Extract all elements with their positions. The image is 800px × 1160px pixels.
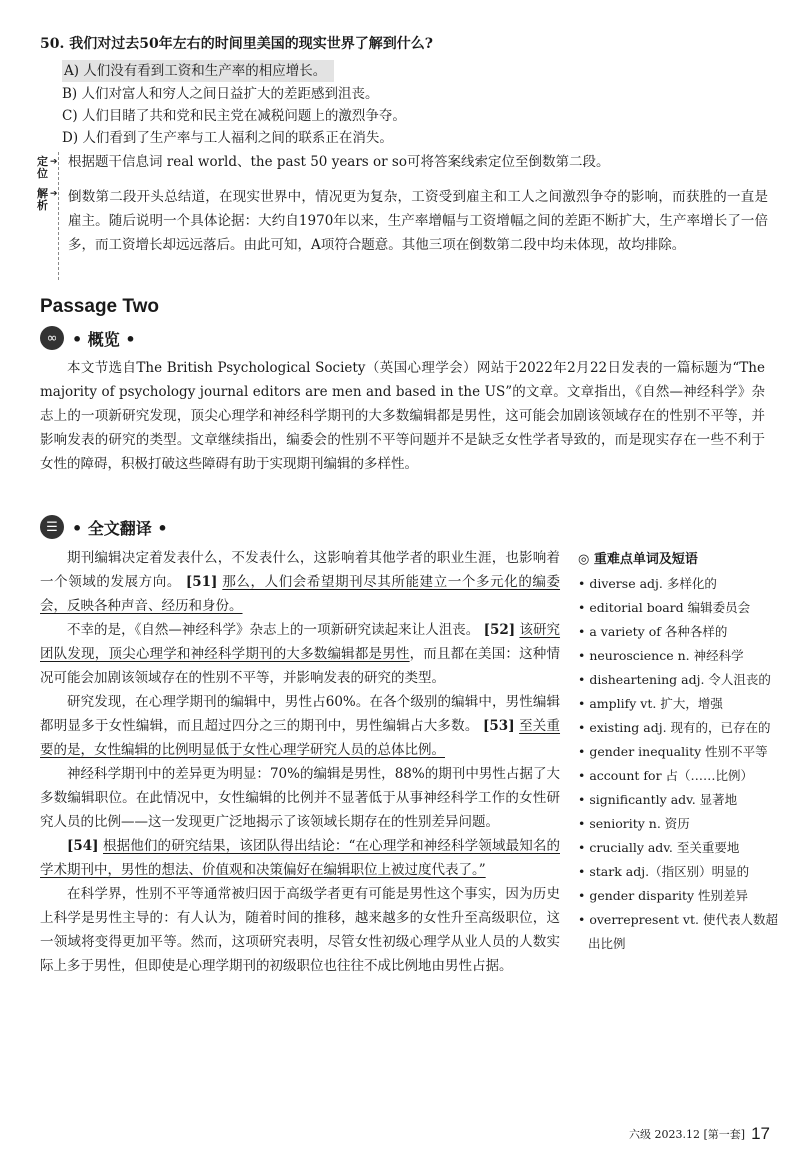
option-c: C) 人们目睹了共和党和民主党在减税问题上的激烈争夺。 (62, 108, 406, 124)
vocab-item: • significantly adv. 显著地 (578, 792, 738, 807)
page-footer (600, 1124, 770, 1144)
paragraph-4: 神经科学期刊中的差异更为明显：70%的编辑是男性，88%的期刊中男性占据了大多数编辑职位。在此情况中，女性编辑的比例并不显著低于从事神经科学工作的女性研究人员的比例——这一发现更广泛地揭示了该领域长期存在的性别差异问题。 (40, 766, 560, 830)
arrow-icon: ➔ (50, 157, 58, 167)
locate-tag: 定位 (37, 155, 48, 180)
analysis-text: 倒数第二段开头总结道，在现实世界中，情况更为复杂，工资受到雇主和工人之间激烈争夺的影响，而获胜的一直是雇主。随后说明一个具体论据：大约自1970年以来，生产率增幅与工资增幅之间的差距不断扩大，生产率增长了一倍多，而工资增长却远远落后。由此可知，A项符合题意。其他三项在倒数第二段中均未体现，故均排除。 (68, 189, 768, 253)
paragraph-5: [54] 根据他们的研究结果，该团队得出结论：“在心理学和神经科学领域最知名的学术期刊中，男性的想法、价值观和决策偏好在编辑职位上被过度代表了。” (40, 838, 560, 878)
overview-text: 本文节选自The British Psychological Society（英国心理学会）网站于2022年2月22日发表的一篇标题为“The majority of psychology journal editors are men and based in the US”的文章。文章指出，《自然—神经科学》杂志上的一项新研究发现，顶尖心理学和神经科学期刊的大多数编辑都是男性，这可能会加剧该领域存在的性别不平等，并影响发表的研究的类型。文章继续指出，编委会的性别不平等问题并不是缺乏女性学者导致的，而是现实存在一些不利于女性的障碍，积极打破这些障碍有助于实现期刊编辑的多样性。 (40, 360, 765, 472)
document-icon: ☰ (40, 515, 64, 539)
page-number: 17 (751, 1124, 770, 1143)
passage-title: Passage Two (40, 296, 159, 317)
dashed-rule (58, 152, 59, 280)
vocab-item: • disheartening adj. 令人沮丧的 (578, 672, 771, 687)
arrow-icon: ➔ (50, 189, 58, 199)
vocab-item: • gender disparity 性别差异 (578, 888, 749, 903)
vocab-item: • existing adj. 现有的，已存在的 (578, 720, 771, 735)
option-a: A) 人们没有看到工资和生产率的相应增长。 (62, 60, 334, 82)
vocab-item: • editorial board 编辑委员会 (578, 600, 751, 615)
translation-body (40, 546, 560, 978)
locate-text: 根据题干信息词 real world、the past 50 years or so可将答案线索定位至倒数第二段。 (68, 154, 610, 170)
vocab-list (578, 572, 783, 956)
overview-label: • 概览 • (72, 329, 136, 349)
paragraph-2: 不幸的是，《自然—神经科学》杂志上的一项新研究读起来让人沮丧。 [52] 该研究团队发现，顶尖心理学和神经科学期刊的大多数编辑都是男性，而且都在美国：这种情况可能会加剧该领域存在的性别不平等，并影响发表的研究的类型。 (40, 622, 561, 686)
vocab-item: • a variety of 各种各样的 (578, 624, 728, 639)
vocab-item: • account for 占（……比例） (578, 768, 754, 783)
vocab-title: ◎ 重难点单词及短语 (578, 552, 698, 567)
option-b: B) 人们对富人和穷人之间日益扩大的差距感到沮丧。 (62, 86, 379, 102)
vocab-item: • seniority n. 资历 (578, 816, 690, 831)
translation-header (40, 515, 168, 539)
option-d: D) 人们看到了生产率与工人福利之间的联系正在消失。 (62, 130, 393, 146)
overview-header (40, 326, 136, 350)
vocab-item: • crucially adv. 至关重要地 (578, 840, 740, 855)
question-number: 50. (40, 36, 65, 52)
question-title (40, 34, 760, 54)
paragraph-3: 研究发现，在心理学期刊的编辑中，男性占60%。在各个级别的编辑中，男性编辑都明显多于女性编辑，而且超过四分之三的期刊中，男性编辑占大多数。 [53] 至关重要的是，女性编辑的比例明显低于女性心理学研究人员的总体比例。 (40, 694, 561, 758)
vocab-item: • amplify vt. 扩大，增强 (578, 696, 723, 711)
vocab-item: • neuroscience n. 神经科学 (578, 648, 744, 663)
paragraph-1: 期刊编辑决定着发表什么，不发表什么，这影响着其他学者的职业生涯，也影响着一个领域的发展方向。 [51] 那么，人们会希望期刊尽其所能建立一个多元化的编委会，反映各种声音、经历和身份。 (40, 550, 561, 614)
glasses-icon: ∞ (40, 326, 64, 350)
translation-label: • 全文翻译 • (72, 518, 168, 538)
question-text: 我们对过去50年左右的时间里美国的现实世界了解到什么? (69, 36, 433, 52)
footer-label: 六级 2023.12 [第一套] (629, 1128, 746, 1141)
paragraph-6: 在科学界，性别不平等通常被归因于高级学者更有可能是男性这个事实，因为历史上科学是男性主导的：有人认为，随着时间的推移，越来越多的女性升至高级职位，这一领域将变得更加平等。然而，这项研究表明，尽管女性初级心理学从业人员的人数实际上多于男性，但即使是心理学期刊的初级职位也往往不成比例地由男性占据。 (40, 886, 560, 974)
vocab-item: • diverse adj. 多样化的 (578, 576, 717, 591)
analysis-tag: 解析 (37, 187, 48, 212)
vocab-item: • stark adj.（指区别）明显的 (578, 864, 750, 879)
vocab-item: • gender inequality 性别不平等 (578, 744, 768, 759)
vocab-item: • overrepresent vt. 使代表人数超出比例 (578, 912, 778, 951)
